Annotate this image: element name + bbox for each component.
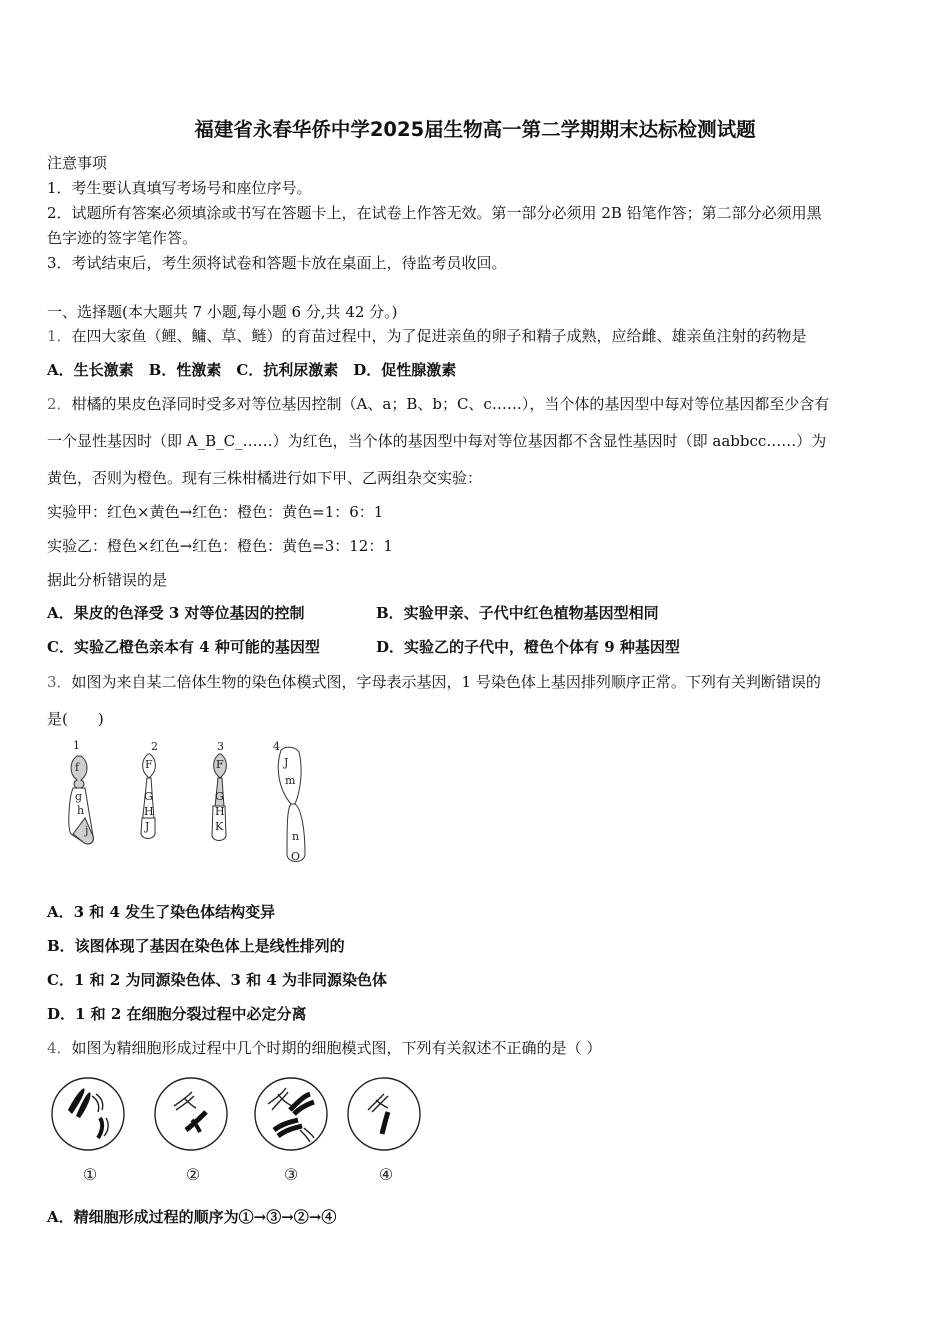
chromosome-label: 3: [217, 740, 224, 753]
question-number: 4．: [47, 1039, 72, 1057]
notice-item: 3．考试结束后，考生须将试卷和答题卡放在桌面上，待监考员收回。: [47, 254, 507, 272]
question-4-stem: [47, 1038, 601, 1058]
question-1-options: A．生长激素 B．性激素 C．抗利尿激素 D．促性腺激素: [47, 361, 457, 379]
question-text: 一个显性基因时（即 A_B_C_……）为红色，当个体的基因型中每对等位基因都不含显性基因时（即 aabbcc……）为: [47, 432, 827, 450]
gene-label: G: [144, 790, 153, 803]
gene-label: g: [75, 790, 83, 803]
chromosome-label: 4: [273, 740, 280, 753]
gene-label: K: [215, 820, 224, 833]
question-text: 如图为精细胞形成过程中几个时期的细胞模式图，下列有关叙述不正确的是（ ）: [71, 1039, 602, 1057]
gene-label: O: [291, 850, 301, 863]
gene-label: H: [144, 805, 154, 818]
option-d: D．1 和 2 在细胞分裂过程中必定分离: [47, 1005, 307, 1023]
gene-label: h: [77, 804, 85, 817]
gene-label: n: [292, 830, 300, 843]
cell-figure: [46, 1072, 426, 1192]
option-c: C．实验乙橙色亲本有 4 种可能的基因型: [47, 638, 320, 656]
question-text: 柑橘的果皮色泽同时受多对等位基因控制（A、a；B、b；C、c……），当个体的基因型中每对等位基因都至少含有: [71, 395, 830, 413]
cell-1: [52, 1078, 124, 1150]
chromosome-figure: [55, 738, 325, 870]
cell-label: ①: [82, 1165, 98, 1184]
cell-label: ②: [185, 1165, 201, 1184]
notice-item: 2．试题所有答案必须填涂或书写在答题卡上，在试卷上作答无效。第一部分必须用 2B 铅笔作答；第二部分必须用黑: [47, 204, 822, 222]
gene-label: F: [216, 758, 224, 771]
question-number: 2．: [47, 395, 72, 413]
question-3-stem: [47, 672, 821, 692]
question-number: 3．: [47, 673, 72, 691]
cell-label: ④: [378, 1165, 394, 1184]
question-ask: 据此分析错误的是: [47, 571, 168, 589]
gene-label: f: [75, 761, 80, 774]
question-text: 如图为来自某二倍体生物的染色体模式图，字母表示基因，1 号染色体上基因排列顺序正常。下列有关判断错误的: [71, 673, 821, 691]
experiment-line: 实验乙：橙色×红色→红色：橙色：黄色=3：12：1: [47, 537, 393, 555]
notice-heading: 注意事项: [47, 154, 108, 172]
question-text: 在四大家鱼（鲤、鳙、草、鲢）的育苗过程中，为了促进亲鱼的卵子和精子成熟，应给雌、雄亲鱼注射的药物是: [71, 327, 807, 345]
gene-label: H: [215, 805, 225, 818]
chromosome-label: 1: [73, 739, 80, 752]
cell-4: [348, 1078, 420, 1150]
question-text: 是( ): [47, 710, 104, 728]
gene-label: J: [284, 756, 289, 769]
gene-label: G: [215, 790, 224, 803]
option-c: C．1 和 2 为同源染色体、3 和 4 为非同源染色体: [47, 971, 388, 989]
option-b: B．该图体现了基因在染色体上是线性排列的: [47, 937, 345, 955]
gene-label: F: [145, 758, 153, 771]
cell-label: ③: [283, 1165, 299, 1184]
cell-3: [255, 1078, 327, 1150]
option-a: A．果皮的色泽受 3 对等位基因的控制: [47, 604, 305, 622]
question-number: 1．: [47, 327, 72, 345]
question-2-stem: [47, 394, 829, 414]
chromosome-label: 2: [151, 740, 158, 753]
gene-label: J: [145, 820, 150, 833]
notice-item: 色字迹的签字笔作答。: [47, 229, 198, 247]
chromosome-4: [278, 747, 305, 861]
question-1-stem: [47, 326, 807, 346]
option-b: B．实验甲亲、子代中红色植物基因型相同: [376, 604, 659, 622]
notice-item: 1．考生要认真填写考场号和座位序号。: [47, 179, 312, 197]
section-heading: 一、选择题(本大题共 7 小题,每小题 6 分,共 42 分。): [47, 303, 398, 321]
gene-label: j: [85, 824, 89, 837]
option-a: A．3 和 4 发生了染色体结构变异: [47, 903, 276, 921]
option-a: A．精细胞形成过程的顺序为①→③→②→④: [47, 1208, 337, 1226]
gene-label: m: [285, 774, 296, 787]
option-d: D．实验乙的子代中，橙色个体有 9 种基因型: [376, 638, 680, 656]
cell-2: [155, 1078, 227, 1150]
page-title: 福建省永春华侨中学2025届生物高一第二学期期末达标检测试题: [194, 118, 756, 141]
question-text: 黄色，否则为橙色。现有三株柑橘进行如下甲、乙两组杂交实验：: [47, 469, 483, 487]
experiment-line: 实验甲：红色×黄色→红色：橙色：黄色=1：6：1: [47, 503, 384, 521]
